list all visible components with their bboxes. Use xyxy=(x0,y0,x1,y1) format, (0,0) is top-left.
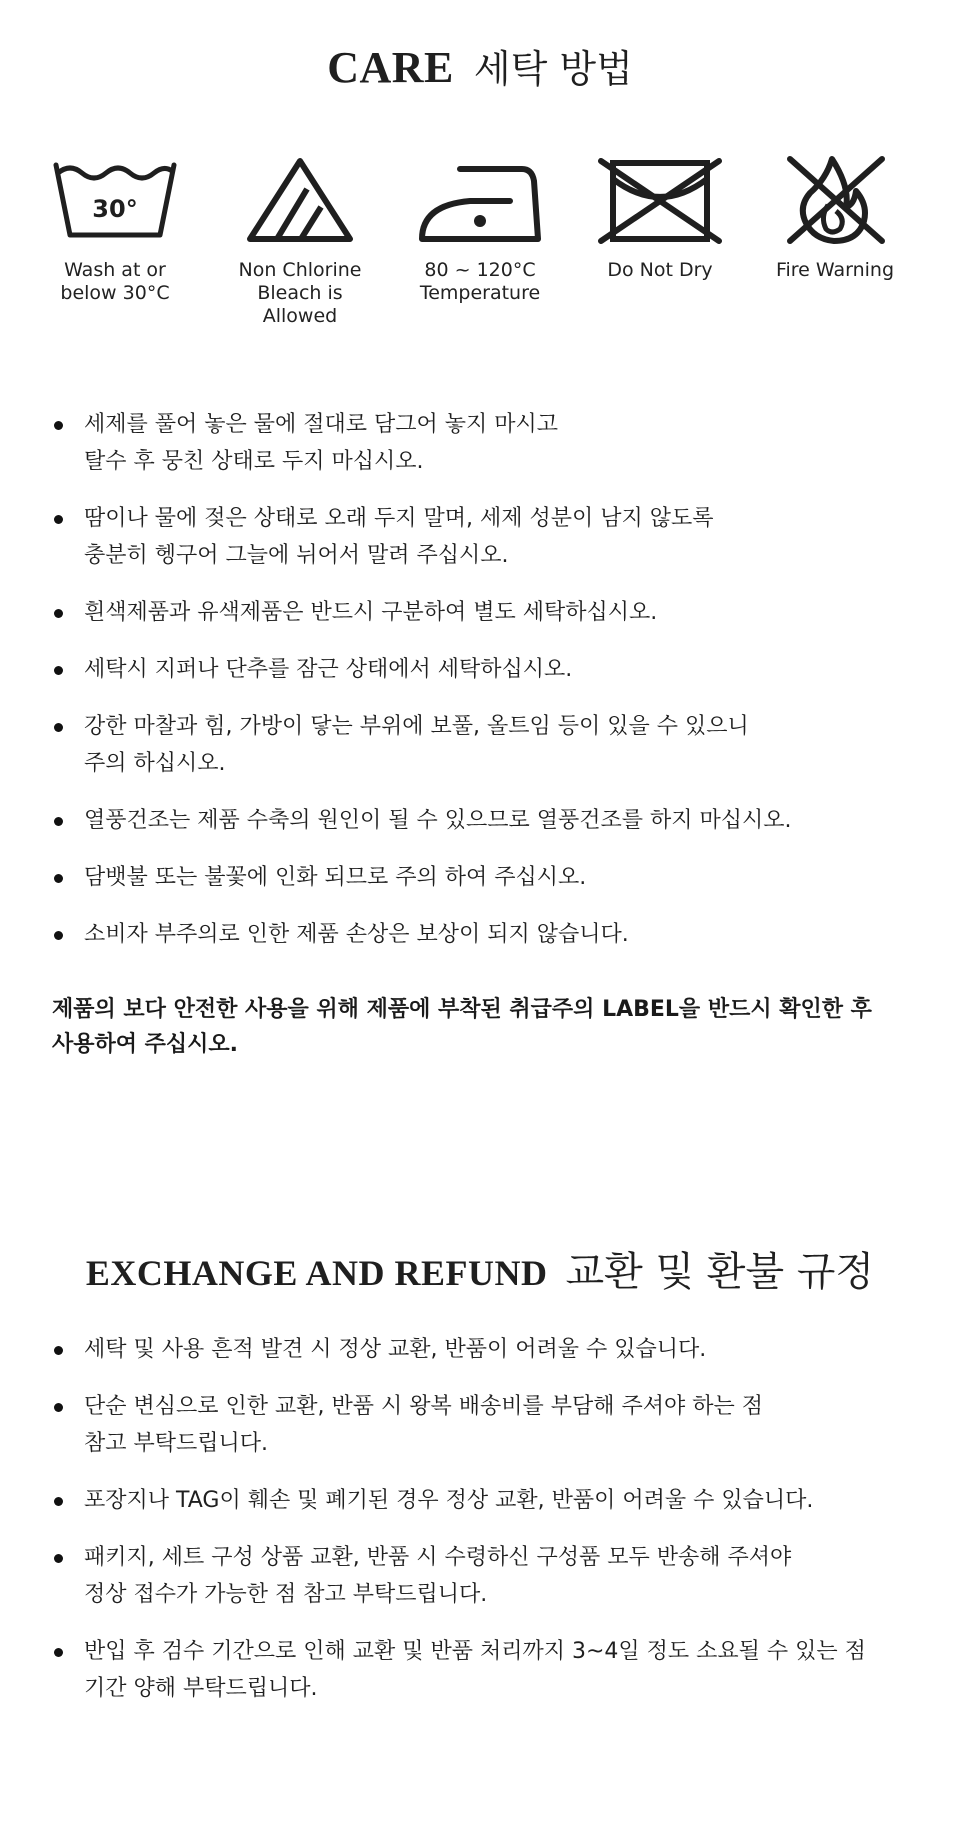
icon-label-wash: Wash at or below 30°C xyxy=(60,259,170,304)
wash-30-icon xyxy=(50,155,180,245)
list-item: 세탁시 지퍼나 단추를 잠근 상태에서 세탁하십시오. xyxy=(52,651,912,688)
do-not-dry-icon xyxy=(595,155,725,245)
list-item: 담뱃불 또는 불꽃에 인화 되므로 주의 하여 주십시오. xyxy=(52,859,912,896)
list-item: 세탁 및 사용 흔적 발견 시 정상 교환, 반품이 어려울 수 있습니다. xyxy=(52,1331,912,1368)
wash-symbol xyxy=(30,155,200,305)
list-item: 소비자 부주의로 인한 제품 손상은 보상이 되지 않습니다. xyxy=(52,916,912,953)
list-item: 땀이나 물에 젖은 상태로 오래 두지 말며, 세제 성분이 남지 않도록 충분히 헹구어 그늘에 뉘어서 말려 주십시오. xyxy=(52,500,912,574)
icon-label-iron: 80 ~ 120°C Temperature xyxy=(419,259,541,304)
care-instructions-list xyxy=(52,406,912,973)
exchange-policy-list xyxy=(52,1331,912,1727)
list-item: 흰색제품과 유색제품은 반드시 구분하여 별도 세탁하십시오. xyxy=(52,594,912,631)
list-item: 열풍건조는 제품 수축의 원인이 될 수 있으므로 열풍건조를 하지 마십시오. xyxy=(52,802,912,839)
care-notice: 제품의 보다 안전한 사용을 위해 제품에 부착된 취급주의 LABEL을 반드시 확인한 후 사용하여 주십시오. xyxy=(52,997,872,1057)
list-item: 세제를 풀어 놓은 물에 절대로 담그어 놓지 마시고 탈수 후 뭉친 상태로 두지 마십시오. xyxy=(52,406,912,480)
list-item: 강한 마찰과 힘, 가방이 닿는 부위에 보풀, 올트임 등이 있을 수 있으니 주의 하십시오. xyxy=(52,708,912,782)
exchange-title-en: EXCHANGE AND REFUND xyxy=(85,1253,548,1293)
fire-warning-icon xyxy=(770,155,900,245)
iron-medium-icon xyxy=(410,155,550,245)
care-title-ko: 세탁 방법 xyxy=(473,47,633,91)
list-item: 단순 변심으로 인한 교환, 반품 시 왕복 배송비를 부담해 주셔야 하는 점 참고 부탁드립니다. xyxy=(52,1388,912,1462)
iron-symbol xyxy=(395,155,565,305)
list-item: 포장지나 TAG이 훼손 및 폐기된 경우 정상 교환, 반품이 어려울 수 있습니다. xyxy=(52,1482,912,1519)
care-title-en: CARE xyxy=(327,43,454,92)
fire-symbol xyxy=(750,155,920,282)
wash-temp-badge: 30° xyxy=(92,195,138,223)
care-title xyxy=(0,38,960,98)
exchange-title xyxy=(0,1240,960,1304)
bleach-symbol xyxy=(215,155,385,328)
icon-label-dry: Do Not Dry xyxy=(607,259,713,281)
icon-label-fire: Fire Warning xyxy=(775,259,895,281)
list-item: 반입 후 검수 기간으로 인해 교환 및 반품 처리까지 3~4일 정도 소요될 수 있는 점 기간 양해 부탁드립니다. xyxy=(52,1633,912,1707)
care-icons-row xyxy=(30,155,930,355)
icon-label-bleach: Non Chlorine Bleach is Allowed xyxy=(238,259,362,327)
exchange-title-ko: 교환 및 환불 규정 xyxy=(565,1249,875,1295)
dry-symbol xyxy=(575,155,745,282)
non-chlorine-bleach-icon xyxy=(235,155,365,245)
list-item: 패키지, 세트 구성 상품 교환, 반품 시 수령하신 구성품 모두 반송해 주셔야 정상 접수가 가능한 점 참고 부탁드립니다. xyxy=(52,1539,912,1613)
